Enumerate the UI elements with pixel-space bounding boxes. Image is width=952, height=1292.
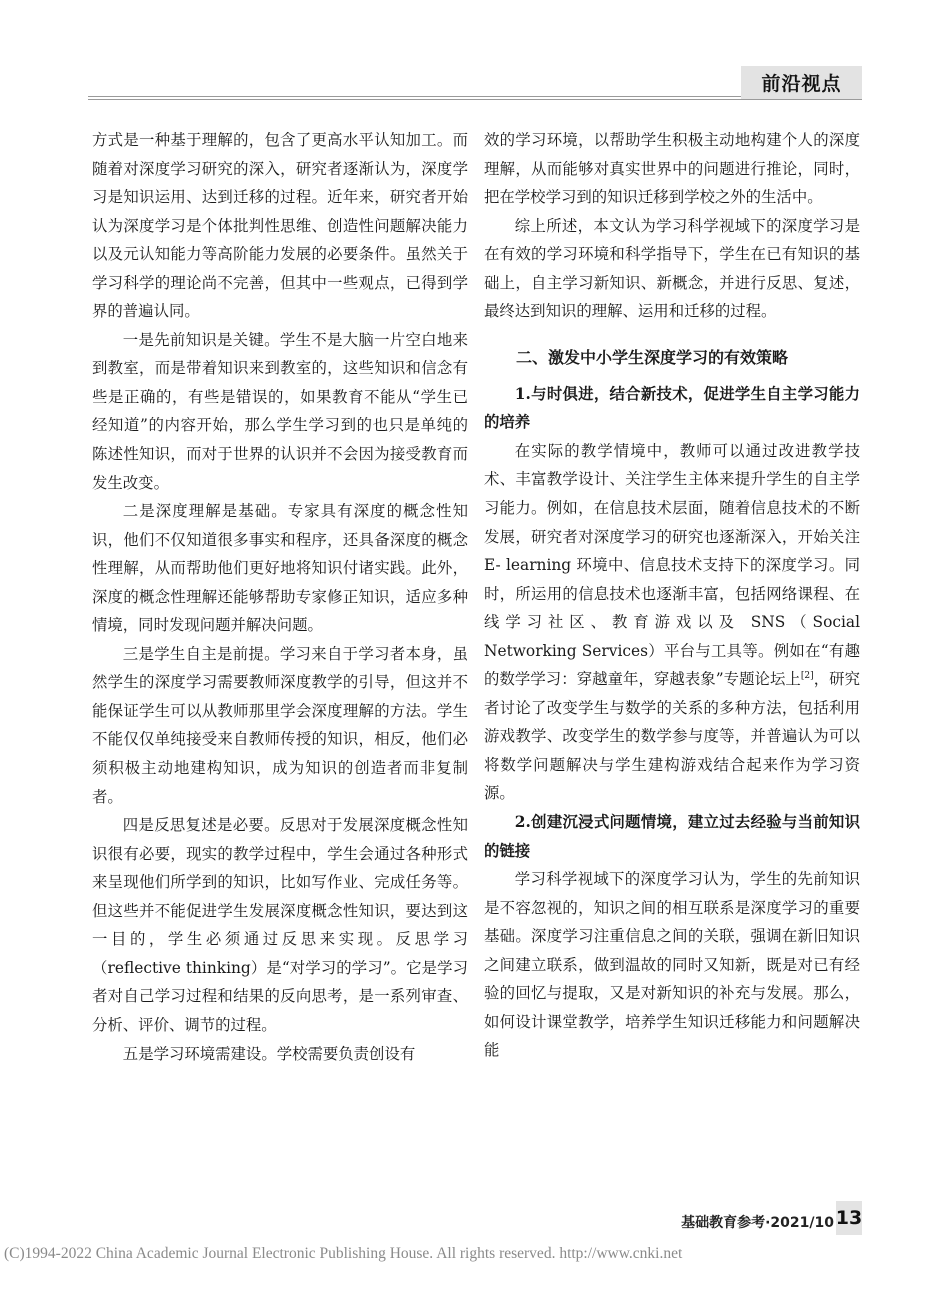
right-column — [484, 126, 860, 1065]
page-number: 13 — [836, 1201, 862, 1235]
journal-name: 基础教育参考·2021/10 — [681, 1215, 834, 1231]
paragraph-reflection: 四是反思复述是必要。反思对于发展深度概念性知识很有必要，现实的教学过程中，学生会通过各种形式来呈现他们所学到的知识，比如写作业、完成任务等。但这些并不能促进学生发展深度概念性知识，要达到这一目的，学生必须通过反思来实现。反思学习（reflective thinking）是“对学习的学习”。它是学习者对自己学习过程和结果的反向思考，是一系列审查、分析、评价、调节的过程。 — [92, 816, 468, 1034]
paragraph-technology-text-2: ，研究者讨论了改变学生与数学的关系的多种方法，包括利用游戏教学、改变学生的数学参与度等，并普遍认为可以将数学问题解决与学生建构游戏结合起来作为学习资源。 — [484, 670, 860, 803]
paragraph-continued: 方式是一种基于理解的，包含了更高水平认知加工。而随着对深度学习研究的深入，研究者逐渐认为，深度学习是知识运用、达到迁移的过程。近年来，研究者开始认为深度学习是个体批判性思维、创造性问题解决能力以及元认知能力等高阶能力发展的必要条件。虽然关于学习科学的理论尚不完善，但其中一些观点，已得到学界的普遍认同。 — [92, 131, 468, 321]
paragraph-continuation: 效的学习环境，以帮助学生积极主动地构建个人的深度理解，从而能够对真实世界中的问题进行推论，同时，把在学校学习到的知识迁移到学校之外的生活中。 — [484, 131, 860, 207]
subsection-heading-1: 1.与时俱进，结合新技术，促进学生自主学习能力的培养 — [484, 384, 860, 432]
paragraph-learning-environment: 五是学习环境需建设。学校需要负责创设有 — [122, 1044, 416, 1063]
paragraph-technology — [484, 437, 860, 808]
section-heading: 二、激发中小学生深度学习的有效策略 — [516, 347, 789, 367]
section-label: 前沿视点 — [741, 66, 862, 99]
paragraph-technology-text: 在实际的教学情境中，教师可以通过改进教学技术、丰富教学设计、关注学生主体来提升学生的自主学习能力。例如，在信息技术层面，随着信息技术的不断发展，研究者对深度学习的研究也逐渐深入，开始关注 E- learning 环境中、信息技术支持下的深度学习。同时，所运用的信息技术也逐渐丰富，包括网络课程、在线学习社区、教育游戏以及 SNS（Social Networking Services）平台与工具等。例如在“有趣的数学学习：穿越童年，穿越表象”专题论坛上 — [484, 441, 860, 689]
paragraph-summary: 综上所述，本文认为学习科学视域下的深度学习是在有效的学习环境和科学指导下，学生在已有知识的基础上，自主学习新知识、新概念，并进行反思、复述，最终达到知识的理解、运用和迁移的过程。 — [484, 216, 860, 321]
paragraph-student-autonomy: 三是学生自主是前提。学习来自于学习者本身，虽然学生的深度学习需要教师深度教学的引导，但这并不能保证学生可以从教师那里学会深度理解的方法。学生不能仅仅单纯接受来自教师传授的知识，相反，他们必须积极主动地建构知识，成为知识的创造者而非复制者。 — [92, 644, 468, 806]
paragraph-prior-knowledge: 一是先前知识是关键。学生不是大脑一片空白地来到教室，而是带着知识来到教室的，这些知识和信念有些是正确的，有些是错误的，如果教育不能从“学生已经知道”的内容开始，那么学生学习到的也只是单纯的陈述性知识，而对于世界的认识并不会因为接受教育而发生改变。 — [92, 330, 468, 492]
left-column — [92, 126, 468, 1068]
header-rule-lower — [88, 99, 862, 100]
subsection-heading-2: 2.创建沉浸式问题情境，建立过去经验与当前知识的链接 — [484, 813, 860, 860]
paragraph-immersive: 学习科学视域下的深度学习认为，学生的先前知识是不容忽视的，知识之间的相互联系是深度学习的重要基础。深度学习注重信息之间的关联，强调在新旧知识之间建立联系，做到温故的同时又知新，既是对已有经验的回忆与提取，又是对新知识的补充与发展。那么，如何设计课堂教学，培养学生知识迁移能力和问题解决能 — [484, 870, 860, 1060]
paragraph-deep-understanding: 二是深度理解是基础。专家具有深度的概念性知识，他们不仅知道很多事实和程序，还具备深度的概念性理解，从而帮助他们更好地将知识付诸实践。此外，深度的概念性理解还能够帮助专家修正知识，适应多种情境，同时发现问题并解决问题。 — [92, 502, 468, 635]
citation-ref: [2] — [800, 671, 814, 682]
copyright-notice: (C)1994-2022 China Academic Journal Electronic Publishing House. All rights reserved. http://www.cnki.net — [4, 1245, 683, 1262]
